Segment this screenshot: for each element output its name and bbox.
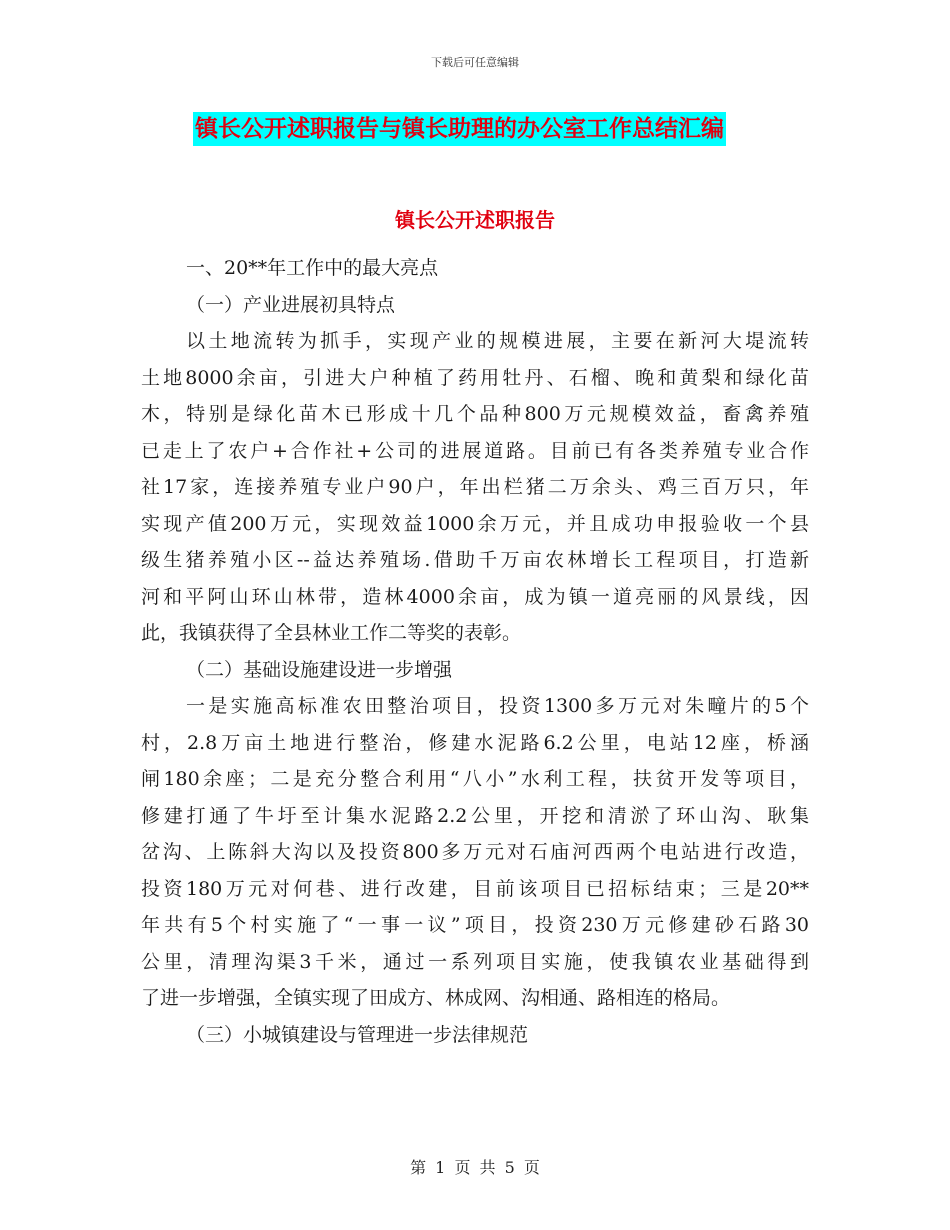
- paragraph-line: 木，特别是绿化苗木已形成十几个品种800万元规模效益，畜禽养殖: [141, 403, 809, 425]
- document-main-title: 镇长公开述职报告与镇长助理的办公室工作总结汇编: [193, 112, 726, 146]
- paragraph-line: 土地8000余亩，引进大户种植了药用牡丹、石榴、晚和黄梨和绿化苗: [141, 366, 809, 389]
- paragraph-line: 公里，清理沟渠3千米，通过一系列项目实施，使我镇农业基础得到: [141, 950, 809, 973]
- paragraph-line: 已走上了农户+合作社+公司的进展道路。目前已有各类养殖专业合作: [141, 439, 809, 462]
- paragraph-line: 以土地流转为抓手，实现产业的规模进展，主要在新河大堤流转: [186, 330, 809, 352]
- paragraph-line: 了进一步增强，全镇实现了田成方、林成网、沟相通、路相连的格局。: [141, 987, 731, 1009]
- paragraph-line: 年共有5个村实施了“一事一议”项目，投资230万元修建砂石路30: [141, 914, 809, 936]
- paragraph-line: 一是实施高标准农田整治项目，投资1300多万元对朱疃片的5个: [186, 695, 809, 717]
- subsection-heading: （三）小城镇建设与管理进一步法律规范: [186, 1023, 529, 1046]
- subsection-heading: （二）基础设施建设进一步增强: [186, 658, 453, 681]
- section-title: 镇长公开述职报告: [395, 208, 555, 232]
- header-note: 下载后可任意编辑: [431, 56, 519, 69]
- paragraph-line: 闸180余座；二是充分整合利用“八小”水利工程，扶贫开发等项目，: [141, 768, 809, 790]
- paragraph-line: 社17家，连接养殖专业户90户，年出栏猪二万余头、鸡三百万只，年: [141, 476, 809, 498]
- paragraph-line: 投资180万元对何巷、进行改建，目前该项目已招标结束；三是20**: [141, 877, 809, 900]
- paragraph-line: 河和平阿山环山林带，造林4000余亩，成为镇一道亮丽的风景线，因: [141, 585, 809, 608]
- paragraph-line: 此，我镇获得了全县林业工作二等奖的表彰。: [141, 622, 522, 644]
- document-body: [141, 250, 809, 1053]
- paragraph-line: 实现产值200万元，实现效益1000余万元，并且成功申报验收一个县: [141, 512, 809, 535]
- paragraph-line: 村，2.8万亩土地进行整治，修建水泥路6.2公里，电站12座，桥涵: [141, 731, 809, 754]
- section-heading: 一、20**年工作中的最大亮点: [186, 257, 439, 279]
- paragraph-line: 级生猪养殖小区--益达养殖场.借助千万亩农林增长工程项目，打造新: [141, 549, 809, 571]
- subsection-heading: （一）产业进展初具特点: [186, 293, 396, 316]
- page-footer: 第 1 页 共 5 页: [410, 1158, 540, 1177]
- paragraph-line: 岔沟、上陈斜大沟以及投资800多万元对石庙河西两个电站进行改造，: [141, 841, 809, 863]
- paragraph-line: 修建打通了牛圩至计集水泥路2.2公里，开挖和清淤了环山沟、耿集: [141, 804, 809, 827]
